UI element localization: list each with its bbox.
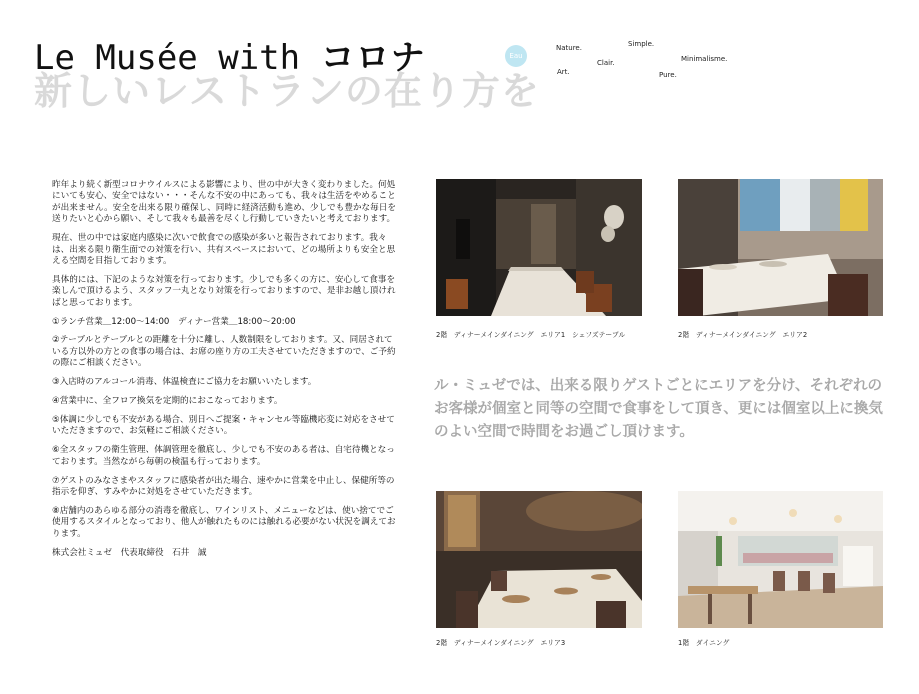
photo-dining-area-1 [436, 179, 642, 316]
body-text [52, 180, 400, 567]
keyword-art: Art. [557, 68, 570, 76]
measure-infection: ⑦ゲストのみなさまやスタッフに感染者が出た場合、速やかに営業を中止し、保健所等の指示を仰ぎ、すみやかに対処をさせていただきます。 [52, 475, 395, 498]
caption-dining-area-3: 2階 ディナーメインダイニング エリア3 [436, 639, 566, 647]
keyword-nature: Nature. [556, 44, 582, 52]
caption-dining-area-2: 2階 ディナーメインダイニング エリア2 [678, 331, 808, 339]
measure-disinfection: ⑧店舗内のあらゆる部分の消毒を徹底し、ワインリスト、メニューなどは、使い捨てでご使用するスタイルとなっており、他人が触れたものには触れる必要がない状況を調えております。 [52, 505, 396, 539]
measure-health: ⑤体調に少しでも不安がある場合、別日へご提案・キャンセル等臨機応変に対応をさせていただきますので、お気軽にご相談ください。 [52, 415, 395, 437]
title-latin: Le Musée with [34, 38, 321, 78]
photo-first-floor-dining [678, 491, 883, 628]
measure-hours: ①ランチ営業＿12:00～14:00 ディナー営業＿18:00～20:00 [52, 316, 296, 327]
page-title [34, 30, 426, 79]
signature: 株式会社ミュゼ 代表取締役 石井 誠 [52, 547, 207, 558]
highlight-quote: ル・ミュゼでは、出来る限りゲストごとにエリアを分け、それぞれのお客様が個室と同等の空間で食事をして頂き、更には個室以上に換気のよい空間で時間をお過ごし頂けます。 [434, 378, 883, 440]
eau-badge: Eau [505, 45, 527, 67]
paragraph-intro: 昨年より続く新型コロナウイルスによる影響により、世の中が大きく変わりました。何処にいても安心、安全ではない・・・そんな不安の中にあっても、我々は生活をやめることが出来ません。安全を出来る限り確保し、同時に経済活動も進め、少しでも豊かな毎日を送りたいと心から願い、そして我々も最善を尽くし行動していきたいと考えております。 [52, 180, 396, 225]
caption-dining-area-1: 2階 ディナーメインダイニング エリア1 シェフズテーブル [436, 331, 626, 339]
measure-entry: ③入店時のアルコール消毒、体温検査にご協力をお願いいたします。 [52, 377, 317, 388]
page-subtitle: 新しいレストランの在り方を [34, 69, 540, 113]
keyword-clair: Clair. [597, 59, 615, 67]
measure-ventilation: ④営業中に、全フロア換気を定期的におこなっております。 [52, 396, 283, 407]
measure-staff: ⑥全スタッフの衛生管理、体調管理を徹底し、少しでも不安のある者は、自宅待機となっております。当然ながら毎朝の検温も行っております。 [52, 445, 395, 467]
photo-dining-area-2 [678, 179, 883, 316]
photo-dining-area-3 [436, 491, 642, 628]
paragraph-current: 現在、世の中では家庭内感染に次いで飲食での感染が多いと報告されております。我々は、出来る限り衛生面での対策を行い、共有スペースにおいて、どの場所よりも安全と思える空間を目指しております。 [52, 233, 396, 266]
title-kana: コロナ [320, 38, 426, 78]
caption-first-floor-dining: 1階 ダイニング [678, 639, 730, 647]
keyword-simple: Simple. [628, 40, 655, 48]
keyword-pure: Pure. [659, 71, 677, 79]
keyword-minimalisme: Minimalisme. [681, 55, 728, 63]
paragraph-measures: 具体的には、下記のような対策を行っております。少しでも多くの方に、安心して食事を楽しんで頂けるよう、スタッフ一丸となり対策を行っておりますので、是非お越し頂ければと思っております。 [52, 274, 396, 308]
measure-distance: ②テーブルとテーブルとの距離を十分に離し、人数制限をしております。又、同居されている方以外の方との食事の場合は、お席の座り方の工夫させていただきますので、ご予約の際にご相談ください。 [52, 335, 396, 369]
